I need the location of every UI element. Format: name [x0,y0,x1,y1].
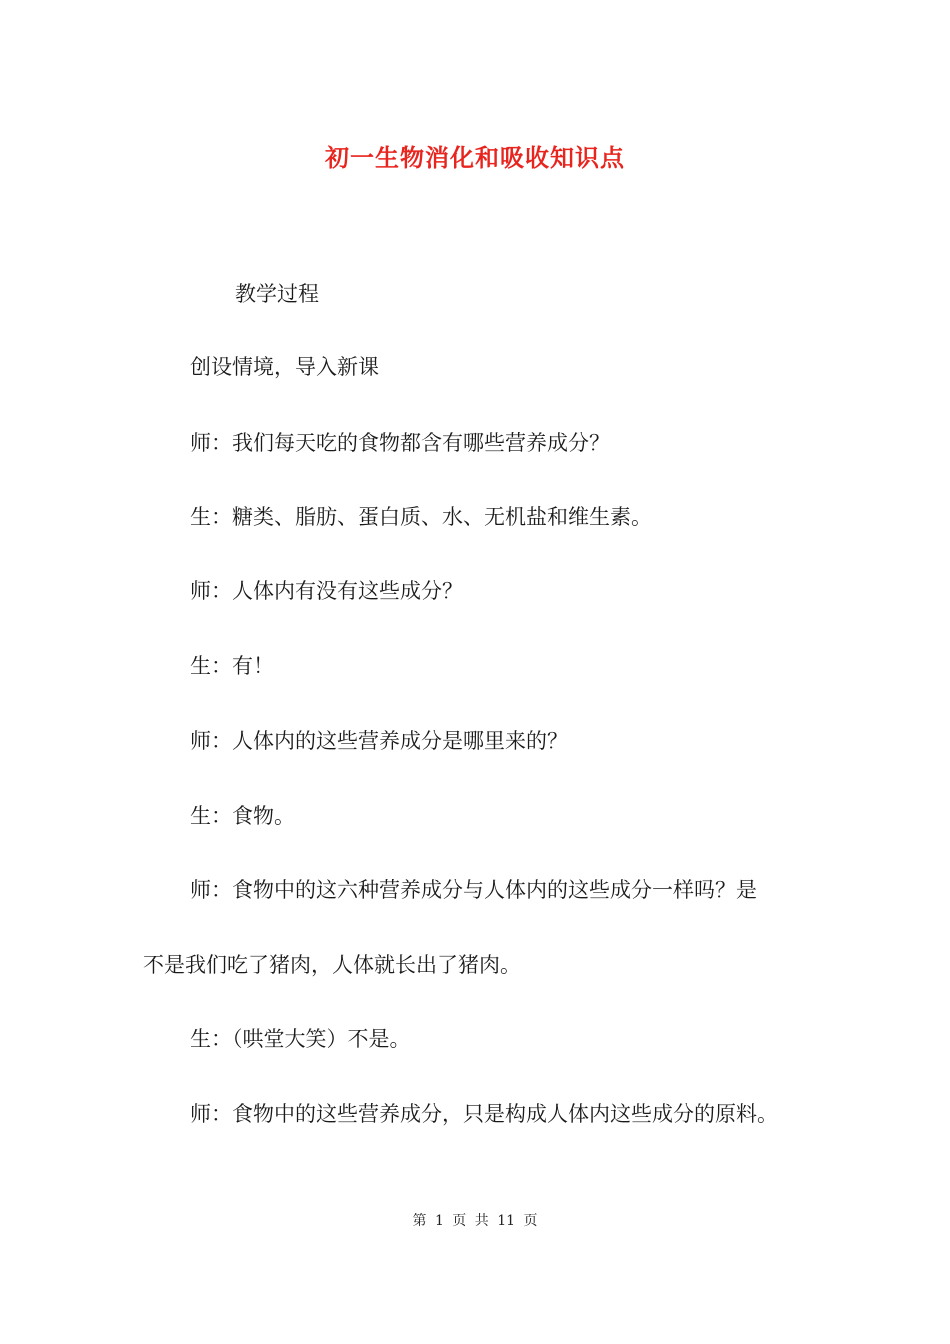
paragraph-dialogue: 师：我们每天吃的食物都含有哪些营养成分？ [190,431,610,455]
paragraph-intro: 创设情境，导入新课 [190,355,379,379]
paragraph-dialogue: 生：（哄堂大笑）不是。 [190,1027,411,1051]
paragraph-teaching-process: 教学过程 [235,282,319,306]
paragraph-dialogue: 生：有！ [190,654,274,678]
paragraph-dialogue: 师：食物中的这六种营养成分与人体内的这些成分一样吗？是 [190,878,757,902]
paragraph-dialogue: 师：人体内的这些营养成分是哪里来的？ [190,729,568,753]
paragraph-dialogue: 师：食物中的这些营养成分，只是构成人体内这些成分的原料。 [190,1102,778,1126]
document-title: 初一生物消化和吸收知识点 [325,143,625,172]
paragraph-continuation: 不是我们吃了猪肉，人体就长出了猪肉。 [143,953,521,977]
paragraph-dialogue: 师：人体内有没有这些成分？ [190,579,463,603]
paragraph-dialogue: 生：食物。 [190,804,295,828]
paragraph-dialogue: 生：糖类、脂肪、蛋白质、水、无机盐和维生素。 [190,505,652,529]
page-number-footer: 第 1 页 共 11 页 [412,1213,538,1229]
